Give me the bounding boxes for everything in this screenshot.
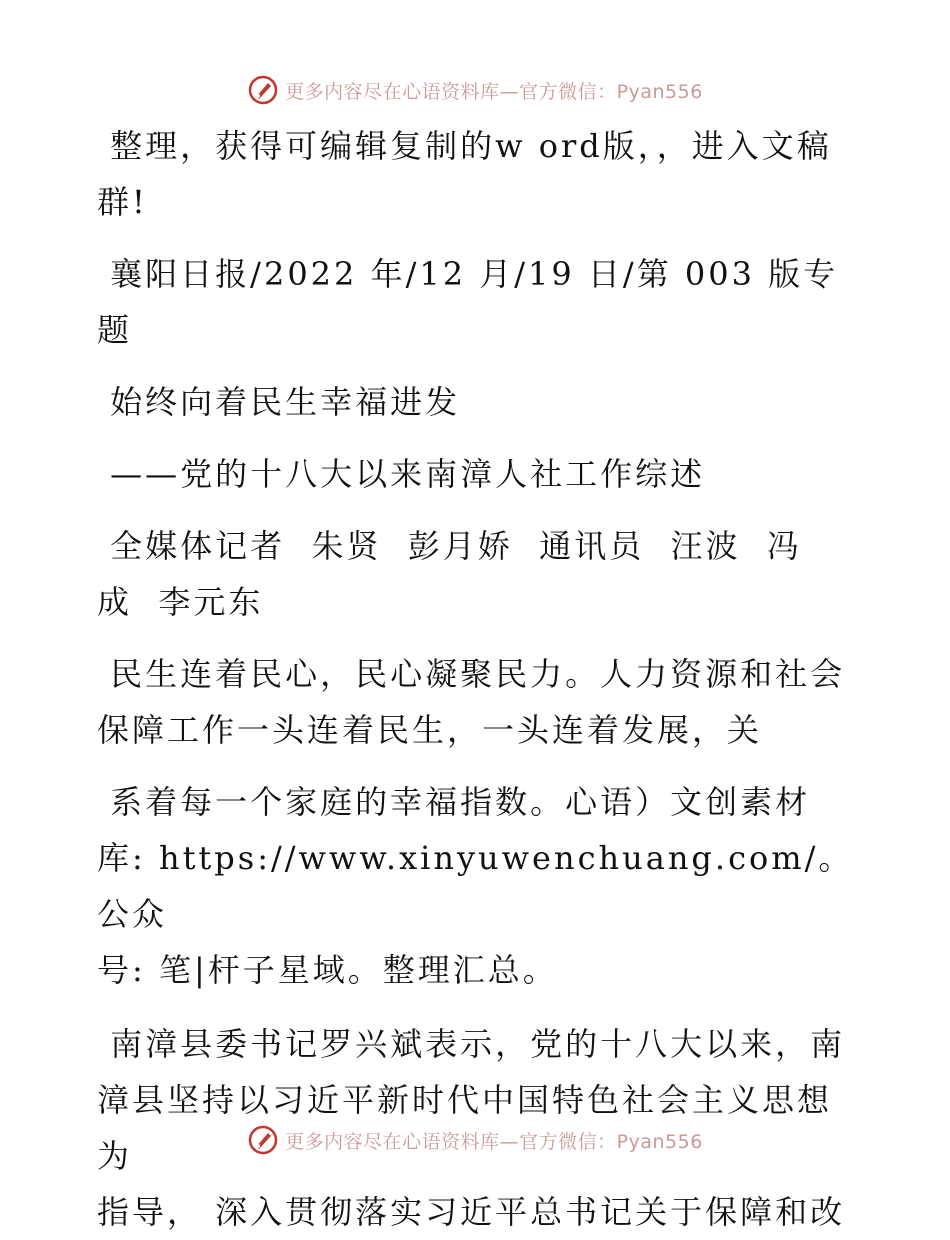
byline: 成 李元东 [97,583,264,621]
byline: 全媒体记者 朱贤 彭月娇 通讯员 汪波 冯 [97,527,802,565]
text-line: 漳县坚持以习近平新时代中国特色社会主义思想为 [97,1081,833,1175]
article-title: 始终向着民生幸福进发 [97,383,461,421]
text-line: 库: https://www.xinyuwenchuang.com/。公众 [97,839,854,933]
text-line: 群! [97,183,148,221]
watermark-text: 更多内容尽在心语资料库—官方微信：Pyan556 [285,80,703,103]
text-line: 南漳县委书记罗兴斌表示，党的十八大以来，南 [97,1025,846,1063]
text-line: 整理，获得可编辑复制的w ord版，，进入文稿 [97,127,832,165]
text-line: 系着每一个家庭的幸福指数。心语）文创素材 [97,783,811,821]
text-line: 民生连着民心，民心凝聚民力。人力资源和社会 [97,655,846,693]
header-watermark-banner [0,70,950,110]
text-line: 保障工作一头连着民生，一头连着发展，关 [97,711,763,749]
watermark-text: 更多内容尽在心语资料库—官方微信：Pyan556 [285,1130,703,1153]
text-line: 指导， 深入贯彻落实习近平总书记关于保障和改 [97,1193,846,1231]
text-line: 号: 笔|杆子星域。整理汇总。 [97,951,558,989]
source-line: 襄阳日报/2022 年/12 月/19 日/第 003 版专题 [97,255,839,349]
footer-watermark-banner [0,1120,950,1160]
pen-nib-seal-icon [247,1124,279,1156]
pen-nib-seal-icon [247,74,279,106]
article-subtitle: ——党的十八大以来南漳人社工作综述 [97,455,706,493]
document-body [97,118,857,1240]
